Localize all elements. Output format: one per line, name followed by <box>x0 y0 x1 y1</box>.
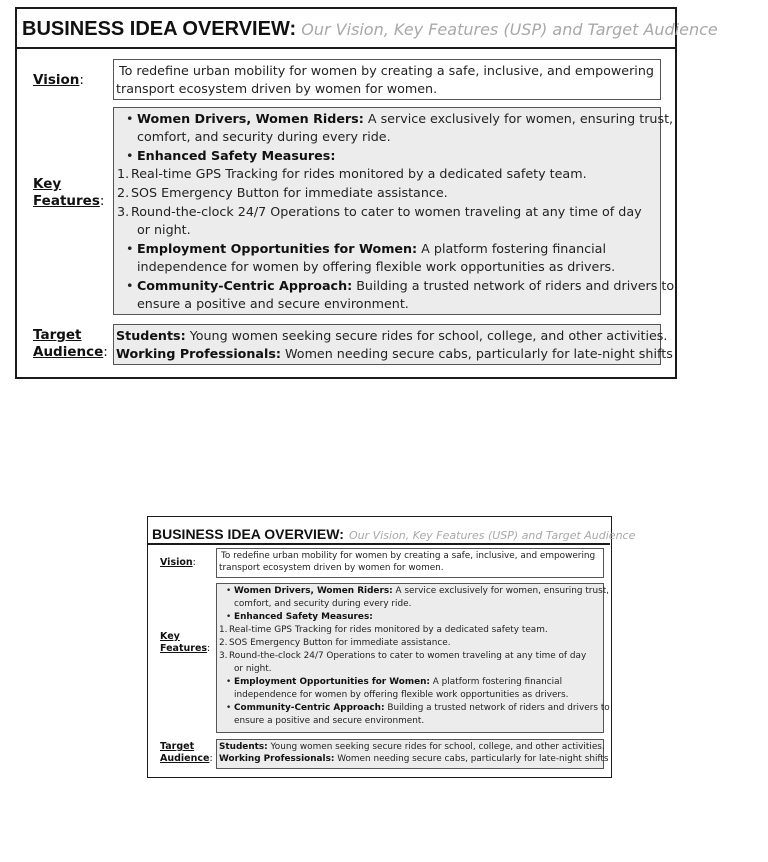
feature-item-cont: ensure a positive and secure environment. <box>234 716 425 726</box>
feature-item: Employment Opportunities for Women: A platform fostering financial <box>137 241 606 256</box>
vision-line: To redefine urban mobility for women by creating a safe, inclusive, and empowering <box>221 551 596 561</box>
bullet-icon: • <box>226 586 232 596</box>
bullet-icon: • <box>126 241 134 256</box>
vision-label: Vision: <box>33 72 84 88</box>
vision-line: To redefine urban mobility for women by creating a safe, inclusive, and empowering <box>119 63 654 78</box>
safety-item: Real-time GPS Tracking for rides monitored by a dedicated safety team. <box>229 625 548 635</box>
feature-item: Enhanced Safety Measures: <box>137 148 336 163</box>
key-features-box <box>216 583 610 733</box>
list-number: 3. <box>219 651 228 661</box>
safety-item: SOS Emergency Button for immediate assistance. <box>131 185 448 200</box>
overview-card-small <box>147 516 636 778</box>
feature-item: Women Drivers, Women Riders: A service exclusively for women, ensuring trust, <box>234 586 609 596</box>
vision-box <box>216 548 604 578</box>
feature-item: Enhanced Safety Measures: <box>234 612 373 622</box>
card-title <box>152 524 635 543</box>
list-number: 2. <box>219 638 228 648</box>
title-bold: BUSINESS IDEA OVERVIEW: <box>152 526 344 542</box>
target-audience-label: Target Audience: <box>160 741 213 764</box>
title-subtitle: Our Vision, Key Features (USP) and Target Audience <box>349 529 636 542</box>
safety-item-cont: or night. <box>234 664 272 674</box>
target-audience-box <box>216 739 609 769</box>
vision-line: transport ecosystem driven by women for women. <box>116 81 438 96</box>
feature-item: Community-Centric Approach: Building a trusted network of riders and drivers to <box>137 278 675 293</box>
title-bold: BUSINESS IDEA OVERVIEW: <box>22 18 297 40</box>
list-number: 2. <box>117 185 130 200</box>
list-number: 1. <box>219 625 228 635</box>
key-features-label: Key Features: <box>33 176 105 209</box>
feature-item-cont: comfort, and security during every ride. <box>234 599 412 609</box>
feature-item: Community-Centric Approach: Building a trusted network of riders and drivers to <box>234 703 610 713</box>
audience-item: Working Professionals: Women needing secure cabs, particularly for late-night shifts <box>219 754 609 764</box>
list-number: 3. <box>117 204 130 219</box>
feature-item-cont: ensure a positive and secure environment. <box>137 296 409 311</box>
safety-item: Round-the-clock 24/7 Operations to cater to women traveling at any time of day <box>131 204 642 219</box>
title-divider <box>148 543 610 545</box>
target-audience-box <box>113 324 673 365</box>
safety-item: Real-time GPS Tracking for rides monitored by a dedicated safety team. <box>131 166 587 181</box>
audience-item: Working Professionals: Women needing secure cabs, particularly for late-night shifts <box>116 346 673 361</box>
feature-item: Women Drivers, Women Riders: A service exclusively for women, ensuring trust, <box>137 111 674 126</box>
feature-item: Employment Opportunities for Women: A platform fostering financial <box>234 677 563 687</box>
safety-item-cont: or night. <box>137 222 191 237</box>
feature-item-cont: comfort, and security during every ride. <box>137 129 391 144</box>
title-divider <box>17 47 675 49</box>
bullet-icon: • <box>226 677 232 687</box>
audience-item: Students: Young women seeking secure rides for school, college, and other activities. <box>116 328 668 343</box>
list-number: 1. <box>117 166 130 181</box>
overview-card-large <box>15 7 718 379</box>
target-audience-label: Target Audience: <box>33 327 108 360</box>
bullet-icon: • <box>126 111 134 126</box>
audience-item: Students: Young women seeking secure rides for school, college, and other activities. <box>219 742 605 752</box>
feature-item-cont: independence for women by offering flexible work opportunities as drivers. <box>137 259 616 274</box>
vision-label: Vision: <box>160 557 196 568</box>
safety-item: SOS Emergency Button for immediate assistance. <box>229 638 451 648</box>
bullet-icon: • <box>226 612 232 622</box>
title-subtitle: Our Vision, Key Features (USP) and Target Audience <box>301 20 718 39</box>
key-features-box <box>113 107 675 315</box>
bullet-icon: • <box>226 703 232 713</box>
vision-line: transport ecosystem driven by women for women. <box>219 563 444 573</box>
safety-item: Round-the-clock 24/7 Operations to cater to women traveling at any time of day <box>229 651 587 661</box>
bullet-icon: • <box>126 278 134 293</box>
key-features-label: Key Features: <box>160 631 211 654</box>
vision-box <box>113 59 661 100</box>
feature-item-cont: independence for women by offering flexible work opportunities as drivers. <box>234 690 569 700</box>
bullet-icon: • <box>126 148 134 163</box>
card-title <box>22 18 718 41</box>
